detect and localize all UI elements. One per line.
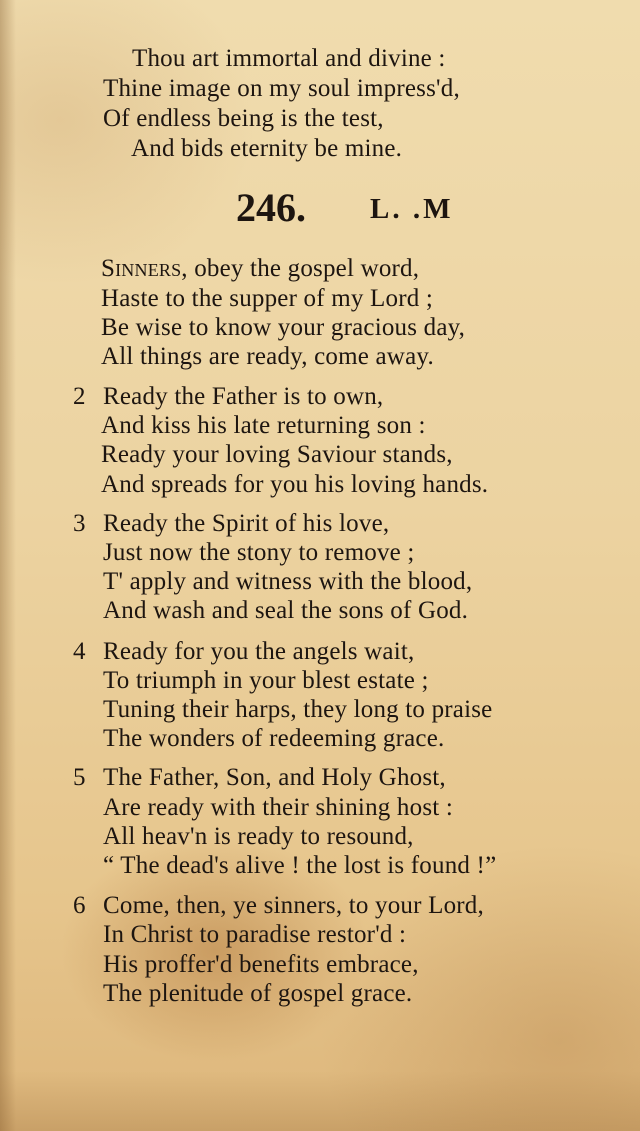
page-bottom-shadow [0, 1071, 640, 1131]
stanza-5-number: 5 [73, 764, 86, 791]
stanza-5-line-1: The Father, Son, and Holy Ghost, [103, 764, 446, 791]
stanza-1-line-1 [101, 254, 419, 284]
stanza-6-line-2: In Christ to paradise restor'd : [103, 921, 407, 948]
stanza-1-line-3: Be wise to know your gracious day, [101, 314, 466, 341]
stanza-3-number: 3 [73, 510, 86, 537]
stanza-1-line-1-rest: obey the gospel word, [187, 255, 420, 282]
stanza-4-line-1: Ready for you the angels wait, [103, 638, 415, 665]
stanza-2-line-3: Ready your loving Saviour stands, [101, 441, 453, 468]
stanza-2-line-2: And kiss his late returning son : [101, 412, 426, 439]
stanza-2-line-4: And spreads for you his loving hands. [101, 471, 489, 498]
stanza-5-line-2: Are ready with their shining host : [103, 794, 453, 821]
stanza-4-line-2: To triumph in your blest estate ; [103, 667, 429, 694]
stanza-5-line-3: All heav'n is ready to resound, [103, 823, 414, 850]
stanza-6-line-4: The plenitude of gospel grace. [103, 980, 413, 1007]
stanza-3-line-2: Just now the stony to remove ; [103, 539, 415, 566]
stanza-1-line-4: All things are ready, come away. [101, 343, 434, 370]
stanza-2-line-1: Ready the Father is to own, [103, 383, 384, 410]
hymn-number: 246. [236, 185, 306, 230]
stanza-5-line-4: “ The dead's alive ! the lost is found !” [103, 852, 497, 879]
hymn-meter: L. .M [370, 193, 454, 225]
stanza-4-number: 4 [73, 638, 86, 665]
stanza-3-line-1: Ready the Spirit of his love, [103, 510, 390, 537]
stanza-3-line-3: T' apply and witness with the blood, [103, 568, 473, 595]
stanza-6-line-3: His proffer'd benefits embrace, [103, 951, 419, 978]
carryover-line-4: And bids eternity be mine. [131, 135, 403, 162]
carryover-line-2: Thine image on my soul impress'd, [103, 75, 460, 102]
carryover-line-1: Thou art immortal and divine : [132, 45, 446, 72]
stanza-1-first-word: Sinners, [101, 255, 188, 282]
page-left-shadow [0, 0, 16, 1131]
stanza-4-line-4: The wonders of redeeming grace. [103, 725, 445, 752]
stanza-4-line-3: Tuning their harps, they long to praise [103, 696, 493, 723]
carryover-line-3: Of endless being is the test, [103, 105, 384, 132]
stanza-6-number: 6 [73, 892, 86, 919]
stanza-2-number: 2 [73, 383, 86, 410]
stanza-1-line-2: Haste to the supper of my Lord ; [101, 285, 434, 312]
stanza-6-line-1: Come, then, ye sinners, to your Lord, [103, 892, 484, 919]
stanza-3-line-4: And wash and seal the sons of God. [103, 597, 469, 624]
